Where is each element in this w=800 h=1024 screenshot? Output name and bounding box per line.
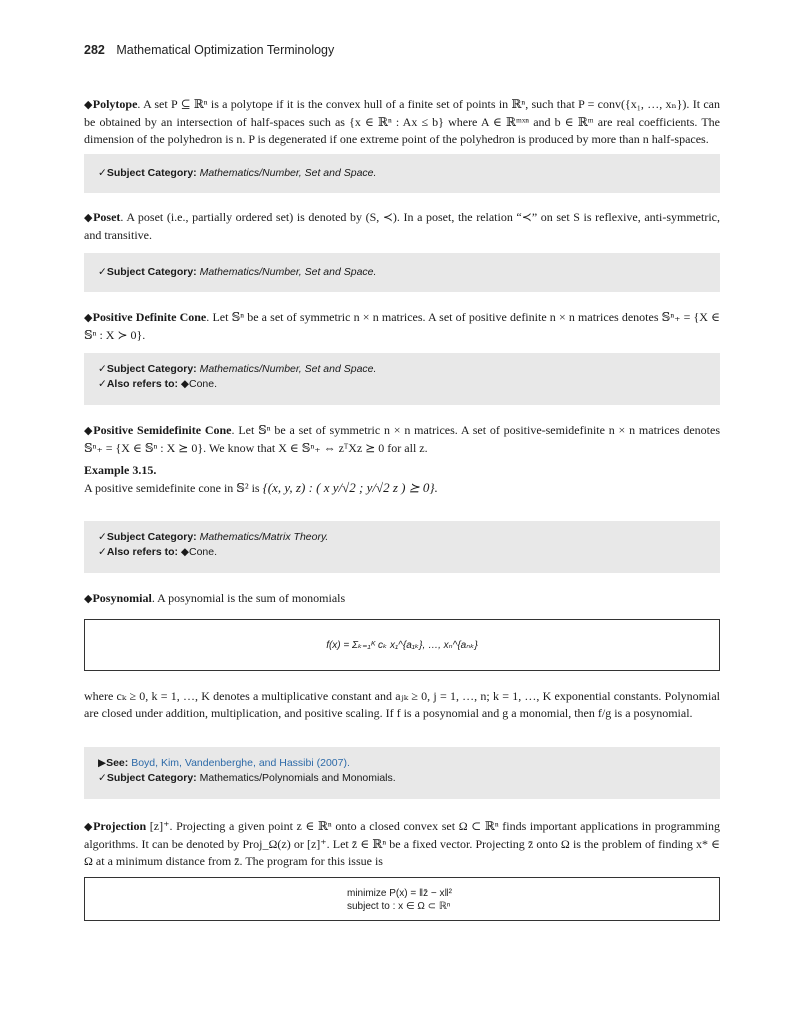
entry-posynomial: ◆Posynomial. A posynomial is the sum of monomials xyxy=(84,591,346,605)
diamond-icon: ◆ xyxy=(84,312,93,324)
example-text: A positive semidefinite cone in 𝕊² is xyxy=(84,481,260,495)
check-icon: ✓ xyxy=(98,167,107,179)
example-title: Example 3.15. xyxy=(84,463,157,477)
category-label: Subject Category xyxy=(106,772,194,784)
term-title: Posynomial xyxy=(92,591,152,605)
diamond-icon: ◆ xyxy=(84,425,94,437)
check-icon: ✓ xyxy=(98,266,107,278)
subject-box-psd-cone: ✓Subject Category: Mathematics/Matrix Theory. ✓Also refers to: ◆Cone. xyxy=(84,521,720,573)
refers-label: Also refers to xyxy=(106,546,175,558)
category-label: Subject Category xyxy=(106,531,194,543)
subject-box-posynomial: ▶See: Boyd, Kim, Vandenberghe, and Hassibi (2007). ✓Subject Category: Mathematics/Polynomials and Monomials. xyxy=(84,747,720,799)
diamond-icon: ◆ xyxy=(84,821,94,833)
category-value: Mathematics/Matrix Theory. xyxy=(199,531,329,543)
running-title: Mathematical Optimization Terminology xyxy=(116,43,335,57)
diamond-icon: ◆ xyxy=(84,212,94,224)
category-label: Subject Category xyxy=(106,363,194,375)
triangle-icon: ▶ xyxy=(98,757,107,769)
refers-value: Cone. xyxy=(189,378,218,390)
check-icon: ✓ xyxy=(98,546,107,558)
term-title: Positive Definite Cone xyxy=(92,310,207,324)
term-definition: A set P ⊆ ℝⁿ is a polytope if it is the convex hull of a finite set of points in ℝⁿ, such that P = conv({x₁, …, xₙ}). It can be obtained by an intersection of half-spaces such as {x ∈ ℝⁿ : Ax ≤ b} where A ∈ ℝᵐˣⁿ and b ∈ ℝᵐ are real coefficients. The dimension of the polyhedron is n. P is degenerated if one extreme point of the polyhedron is produced by more than n half-spaces. xyxy=(84,97,720,146)
see-label: See xyxy=(106,757,125,769)
subject-box-pd-cone: ✓Subject Category: Mathematics/Number, Set and Space. ✓Also refers to: ◆Cone. xyxy=(84,353,720,405)
entry-projection: ◆Projection [z]⁺. Projecting a given point z ∈ ℝⁿ onto a closed convex set Ω ⊂ ℝⁿ finds important applications in programming algorithms. It can be denoted by Proj_Ω(z) or [z]⁺. Let z̄ ∈ ℝⁿ be a fixed vector. Projecting z̄ onto Ω is the problem of finding x* ∈ Ω at a minimum distance from z̄. The program for this issue is xyxy=(84,819,721,868)
term-title: Projection xyxy=(93,819,147,833)
check-icon: ✓ xyxy=(98,772,107,784)
check-icon: ✓ xyxy=(98,531,107,543)
posynomial-formula-box xyxy=(84,619,720,671)
category-label: Subject Category xyxy=(106,266,194,278)
category-value: Mathematics/Number, Set and Space. xyxy=(199,266,377,278)
term-definition: A posynomial is the sum of monomials xyxy=(157,591,346,605)
term-definition: Let 𝕊ⁿ be a set of symmetric n × n matrices. A set of positive-semidefinite n × n matrices denotes 𝕊ⁿ₊ = {X ∈ 𝕊ⁿ : X ⪰ 0}. We know that X ∈ 𝕊ⁿ₊ ⇔ zᵀXz ⪰ 0 for all z. xyxy=(84,423,721,455)
term-title: Polytope xyxy=(92,97,138,111)
posynomial-explanation-text: where cₖ ≥ 0, k = 1, …, K denotes a multiplicative constant and aⱼₖ ≥ 0, j = 1, …, n; k = 1, …, K exponential constants. Polynomial are closed under addition, multiplication, and positive scaling. If f is a posynomial and g a monomial, then f/g is a posynomial. xyxy=(84,689,720,720)
subject-box-polytope: ✓Subject Category: Mathematics/Number, Set and Space. xyxy=(84,154,720,193)
category-value: Mathematics/Number, Set and Space. xyxy=(199,363,377,375)
term-title: Poset xyxy=(93,210,121,224)
category-value: Mathematics/Number, Set and Space. xyxy=(199,167,377,179)
entry-polytope: ◆Polytope. A set P ⊆ ℝⁿ is a polytope if it is the convex hull of a finite set of points in ℝⁿ, such that P = conv({x₁, …, xₙ}). It can be obtained by an intersection of half-spaces such as {x ∈ ℝⁿ : Ax ≤ b} where A ∈ ℝᵐˣⁿ and b ∈ ℝᵐ are real coefficients. The dimension of the polyhedron is n. P is degenerated if one extreme point of the polyhedron is produced by more than n half-spaces. xyxy=(84,97,720,146)
term-definition: A poset (i.e., partially ordered set) is denoted by (S, ≺). In a poset, the relation “≺” on set S is reflexive, anti-symmetric, and transitive. xyxy=(84,210,720,242)
example-formula: {(x, y, z) : ( x y/√2 ; y/√2 z ) ⪰ 0}. xyxy=(262,480,438,495)
term-title: Positive Semidefinite Cone xyxy=(93,423,232,437)
see-reference-link[interactable]: Boyd, Kim, Vandenberghe, and Hassibi (2007). xyxy=(131,757,350,769)
diamond-icon: ◆ xyxy=(180,378,189,390)
check-icon: ✓ xyxy=(98,378,107,390)
diamond-icon: ◆ xyxy=(180,546,189,558)
refers-value: Cone. xyxy=(189,546,218,558)
term-definition: Let 𝕊ⁿ be a set of symmetric n × n matrices. A set of positive definite n × n matrices denotes 𝕊ⁿ₊ = {X ∈ 𝕊ⁿ : X ≻ 0}. xyxy=(84,310,721,342)
program-line-constraint: subject to : x ∈ Ω ⊂ ℝⁿ xyxy=(347,901,451,912)
term-definition: Projecting a given point z ∈ ℝⁿ onto a closed convex set Ω ⊂ ℝⁿ finds important applications in programming algorithms. It can be denoted by Proj_Ω(z) or [z]⁺. Let z̄ ∈ ℝⁿ be a fixed vector. Projecting z̄ onto Ω is the problem of finding x* ∈ Ω at a minimum distance from z̄. The program for this issue is xyxy=(84,819,721,868)
category-value: Mathematics/Polynomials and Monomials. xyxy=(199,772,396,784)
check-icon: ✓ xyxy=(98,363,107,375)
diamond-icon: ◆ xyxy=(84,99,93,111)
entry-positive-semidefinite-cone: ◆Positive Semidefinite Cone. Let 𝕊ⁿ be a set of symmetric n × n matrices. A set of positive-semidefinite n × n matrices denotes 𝕊ⁿ₊ = {X ∈ 𝕊ⁿ : X ⪰ 0}. We know that X ∈ 𝕊ⁿ₊ ⇔ zᵀXz ⪰ 0 for all z. xyxy=(84,423,721,455)
posynomial-formula: f(x) = Σₖ₌₁ᴷ cₖ x₁^{a₁ₖ}, …, xₙ^{aₙₖ} xyxy=(326,639,478,651)
diamond-icon: ◆ xyxy=(84,593,93,605)
posynomial-explanation xyxy=(84,688,720,722)
running-header xyxy=(84,43,334,57)
term-suffix: [z]⁺ xyxy=(149,819,170,833)
example-block xyxy=(84,462,720,497)
subject-box-poset: ✓Subject Category: Mathematics/Number, Set and Space. xyxy=(84,253,720,292)
refers-label: Also refers to xyxy=(106,378,175,390)
category-label: Subject Category xyxy=(106,167,194,179)
entry-positive-definite-cone: ◆Positive Definite Cone. Let 𝕊ⁿ be a set of symmetric n × n matrices. A set of positive definite n × n matrices denotes 𝕊ⁿ₊ = {X ∈ 𝕊ⁿ : X ≻ 0}. xyxy=(84,310,721,342)
page-number: 282 xyxy=(84,43,105,57)
program-line-objective: minimize P(x) = ‖z̄ − x‖² xyxy=(347,888,452,899)
entry-poset: ◆Poset. A poset (i.e., partially ordered set) is denoted by (S, ≺). In a poset, the relation “≺” on set S is reflexive, anti-symmetric, and transitive. xyxy=(84,210,720,242)
projection-program-box xyxy=(84,877,720,921)
